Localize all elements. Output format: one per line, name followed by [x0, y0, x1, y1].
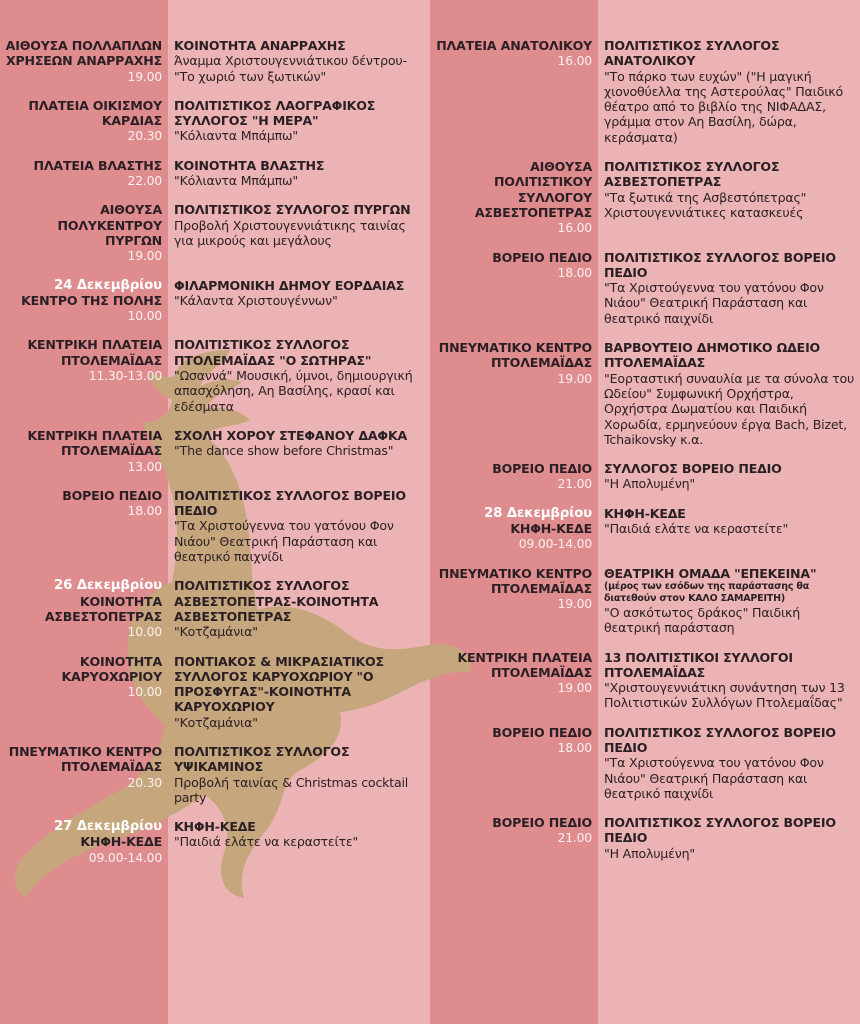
event-entry — [0, 278, 430, 324]
event-time: 21.00 — [557, 830, 592, 846]
event-location: ΒΟΡΕΙΟ ΠΕΔΙΟ — [492, 815, 592, 831]
event-time: 22.00 — [127, 173, 162, 189]
event-description: "Παιδιά ελάτε να κεραστείτε" — [174, 834, 359, 850]
event-entry — [0, 158, 430, 189]
event-time: 10.00 — [127, 684, 162, 700]
event-place-block — [0, 578, 168, 639]
event-time: 19.00 — [557, 680, 592, 696]
event-info-block — [168, 744, 426, 805]
event-entry — [0, 819, 430, 865]
event-organizer: ΠΟΛΙΤΙΣΤΙΚΟΣ ΣΥΛΛΟΓΟΣ ΑΝΑΤΟΛΙΚΟΥ — [604, 38, 780, 69]
event-info-block — [168, 38, 426, 84]
event-organizer: ΠΟΝΤΙΑΚΟΣ & ΜΙΚΡΑΣΙΑΤΙΚΟΣ ΣΥΛΛΟΓΟΣ ΚΑΡΥΟΧΩΡΙΟΥ "Ο ΠΡΟΣΦΥΓΑΣ"-ΚΟΙΝΟΤΗΤΑ ΚΑΡΥΟΧΩΡΙΟΥ — [174, 653, 384, 715]
event-info-block — [598, 566, 856, 636]
event-note: (μέρος των εσόδων της παράστασης θα διατεθούν στον ΚΑΛΟ ΣΑΜΑΡΕΙΤΗ) — [604, 580, 810, 604]
event-time: 19.00 — [557, 596, 592, 612]
event-time: 18.00 — [557, 739, 592, 755]
event-description: "Εορταστική συναυλία με τα σύνολα του Ωδείου" Συμφωνική Ορχήστρα, Ορχήστρα Δωματίου και Παιδική Χορωδία, ερμηνεύουν έργα Bach, Bizet, Tchaikovsky κ.α. — [604, 370, 855, 447]
event-entry — [430, 461, 860, 492]
event-place-block — [430, 506, 598, 552]
event-organizer: ΠΟΛΙΤΙΣΤΙΚΟΣ ΣΥΛΛΟΓΟΣ ΒΟΡΕΙΟ ΠΕΔΙΟ — [604, 815, 836, 846]
event-time: 09.00-14.00 — [518, 536, 592, 552]
event-description: "Ωσαννά" Μουσική, ύμνοι, δημιουργική απασχόληση, Αη Βασίλης, κρασί και εδέσματα — [174, 368, 413, 414]
event-location: ΑΙΘΟΥΣΑ ΠΟΛΥΚΕΝΤΡΟΥ ΠΥΡΓΩΝ — [57, 202, 162, 248]
event-location: ΒΟΡΕΙΟ ΠΕΔΙΟ — [492, 249, 592, 265]
event-info-block — [598, 725, 856, 801]
event-entry — [430, 725, 860, 801]
event-time: 20.30 — [127, 774, 162, 790]
event-organizer: 13 ΠΟΛΙΤΙΣΤΙΚΟΙ ΣΥΛΛΟΓΟΙ ΠΤΟΛΕΜΑΪΔΑΣ — [604, 649, 793, 680]
event-organizer: ΚΗΦΗ-ΚΕΔΕ — [604, 505, 686, 521]
event-organizer: ΠΟΛΙΤΙΣΤΙΚΟΣ ΣΥΛΛΟΓΟΣ ΥΨΙΚΑΜΙΝΟΣ — [174, 743, 350, 775]
event-info-block — [598, 159, 856, 235]
event-time: 18.00 — [557, 264, 592, 280]
event-info-block — [168, 578, 426, 639]
event-description: Προβολή Χριστουγεννιάτικης ταινίας για μικρούς και μεγάλους — [174, 217, 406, 248]
event-info-block — [598, 340, 856, 447]
event-location: ΠΛΑΤΕΙΑ ΑΝΑΤΟΛΙΚΟΥ — [436, 38, 592, 53]
event-entry — [0, 578, 430, 639]
event-location: ΠΛΑΤΕΙΑ ΟΙΚΙΣΜΟΥ ΚΑΡΔΙΑΣ — [28, 97, 162, 129]
event-location: ΠΝΕΥΜΑΤΙΚΟ ΚΕΝΤΡΟ ΠΤΟΛΕΜΑΪΔΑΣ — [438, 565, 592, 596]
event-info-block — [168, 819, 426, 865]
event-time: 09.00-14.00 — [88, 849, 162, 865]
event-organizer: ΚΟΙΝΟΤΗΤΑ ΑΝΑΡΡΑΧΗΣ — [174, 38, 346, 53]
event-entry — [430, 506, 860, 552]
event-place-block — [0, 202, 168, 263]
event-entry — [0, 488, 430, 564]
event-description: "Τα Χριστούγεννα του γατόνου Φον Νιάου" Θεατρική Παράσταση και θεατρικό παιχνίδι — [604, 280, 824, 326]
event-description: "Ο ασκότωτος δράκος" Παιδική θεατρική παράσταση — [604, 604, 801, 636]
event-place-block — [0, 158, 168, 189]
event-place-block — [0, 654, 168, 730]
event-entry — [0, 38, 430, 84]
event-info-block — [168, 428, 426, 474]
event-time: 19.00 — [127, 68, 162, 84]
event-info-block — [598, 815, 856, 861]
event-info-block — [598, 461, 856, 492]
event-info-block — [598, 250, 856, 326]
event-organizer: ΚΟΙΝΟΤΗΤΑ ΒΛΑΣΤΗΣ — [174, 157, 325, 173]
event-time: 11.30-13.00 — [88, 368, 162, 384]
event-description: "Τα Χριστούγεννα του γατόνου Φον Νιάου" Θεατρική Παράσταση και θεατρικό παιχνίδι — [174, 518, 394, 565]
event-time: 16.00 — [557, 220, 592, 236]
event-description: "Κοτζαμάνια" — [174, 624, 258, 640]
event-description: Άναμμα Χριστουγεννιάτικου δέντρου- "Το χωριό των ξωτικών" — [174, 53, 407, 84]
event-place-block — [430, 725, 598, 801]
event-entry — [0, 98, 430, 144]
event-location: ΚΕΝΤΡΟ ΤΗΣ ΠΟΛΗΣ — [21, 292, 162, 308]
event-place-block — [0, 38, 168, 84]
event-location: ΚΕΝΤΡΙΚΗ ΠΛΑΤΕΙΑ ΠΤΟΛΕΜΑΪΔΑΣ — [27, 427, 162, 459]
event-description: "Χριστουγεννιάτικη συνάντηση των 13 Πολιτιστικών Συλλόγων Πτολεμαΐδας" — [604, 680, 845, 711]
event-organizer: ΣΥΛΛΟΓΟΣ ΒΟΡΕΙΟ ΠΕΔΙΟ — [604, 461, 782, 477]
event-date: 27 Δεκεμβρίου — [54, 819, 162, 835]
event-location: ΑΙΘΟΥΣΑ ΠΟΛΛΑΠΛΩΝ ΧΡΗΣΕΩΝ ΑΝΑΡΡΑΧΗΣ — [5, 38, 162, 69]
event-location: ΑΙΘΟΥΣΑ ΠΟΛΙΤΙΣΤΙΚΟΥ ΣΥΛΛΟΓΟΥ ΑΣΒΕΣΤΟΠΕΤΡΑΣ — [474, 159, 592, 220]
event-time: 10.00 — [127, 308, 162, 324]
event-description: "Η Απολυμένη" — [604, 845, 695, 861]
event-info-block — [168, 337, 426, 413]
event-entry — [430, 250, 860, 326]
event-info-block — [168, 488, 426, 564]
event-time: 18.00 — [127, 503, 162, 519]
event-info-block — [168, 654, 426, 730]
event-description: Προβολή ταινίας & Christmas cocktail party — [174, 774, 409, 805]
event-organizer: ΠΟΛΙΤΙΣΤΙΚΟΣ ΣΥΛΛΟΓΟΣ ΠΤΟΛΕΜΑΪΔΑΣ "Ο ΣΩΤΗΡΑΣ" — [174, 337, 372, 368]
event-place-block — [430, 159, 598, 235]
event-time: 13.00 — [127, 458, 162, 474]
event-entry — [0, 744, 430, 805]
event-info-block — [168, 202, 426, 263]
event-date: 26 Δεκεμβρίου — [54, 578, 162, 594]
event-place-block — [430, 38, 598, 145]
event-place-block — [0, 488, 168, 564]
event-place-block — [430, 340, 598, 447]
event-entry — [430, 566, 860, 636]
event-description: "Το πάρκο των ευχών" ("Η μαγική χιονοθύελλα της Αστερούλας" Παιδικό θέατρο από το βιβλίο της ΝΙΦΑΔΑΣ, γράμμα στον Αη Βασίλη, δώρα, κεράσματα) — [604, 68, 843, 145]
event-place-block — [0, 819, 168, 865]
event-place-block — [430, 650, 598, 711]
event-place-block — [0, 278, 168, 324]
event-time: 20.30 — [127, 128, 162, 144]
event-location: ΒΟΡΕΙΟ ΠΕΔΙΟ — [492, 461, 592, 477]
event-organizer: ΠΟΛΙΤΙΣΤΙΚΟΣ ΣΥΛΛΟΓΟΣ ΒΟΡΕΙΟ ΠΕΔΙΟ — [174, 487, 406, 519]
event-place-block — [0, 428, 168, 474]
event-organizer: ΦΙΛΑΡΜΟΝΙΚΗ ΔΗΜΟΥ ΕΟΡΔΑΙΑΣ — [174, 277, 405, 293]
event-description: "Τα ξωτικά της Ασβεστόπετρας" Χριστουγεννιάτικες κατασκευές — [604, 189, 807, 220]
event-location: ΒΟΡΕΙΟ ΠΕΔΙΟ — [62, 487, 162, 503]
event-location: ΚΗΦΗ-ΚΕΔΕ — [80, 834, 162, 850]
event-entry — [430, 650, 860, 711]
event-location: ΒΟΡΕΙΟ ΠΕΔΙΟ — [492, 724, 592, 740]
right-event-column — [430, 38, 860, 875]
left-event-column — [0, 38, 430, 879]
event-organizer: ΠΟΛΙΤΙΣΤΙΚΟΣ ΣΥΛΛΟΓΟΣ ΑΣΒΕΣΤΟΠΕΤΡΑΣ — [604, 159, 780, 190]
event-location: ΚΟΙΝΟΤΗΤΑ ΑΣΒΕΣΤΟΠΕΤΡΑΣ — [44, 593, 162, 624]
event-entry — [0, 428, 430, 474]
event-entry — [430, 340, 860, 447]
event-entry — [0, 654, 430, 730]
event-location: ΚΟΙΝΟΤΗΤΑ ΚΑΡΥΟΧΩΡΙΟΥ — [61, 653, 162, 684]
event-time: 19.00 — [557, 370, 592, 386]
event-time: 10.00 — [127, 624, 162, 640]
event-description: "Κόλιαντα Μπάμπω" — [174, 128, 298, 144]
event-description: "Η Απολυμένη" — [604, 476, 695, 492]
event-organizer: ΘΕΑΤΡΙΚΗ ΟΜΑΔΑ "ΕΠΕΚΕΙΝΑ" — [604, 565, 817, 581]
event-entry — [430, 815, 860, 861]
event-entry — [430, 159, 860, 235]
event-organizer: ΠΟΛΙΤΙΣΤΙΚΟΣ ΣΥΛΛΟΓΟΣ ΑΣΒΕΣΤΟΠΕΤΡΑΣ-ΚΟΙΝΟΤΗΤΑ ΑΣΒΕΣΤΟΠΕΤΡΑΣ — [174, 578, 379, 624]
event-description: "Παιδιά ελάτε να κεραστείτε" — [604, 521, 789, 537]
event-entry — [0, 337, 430, 413]
event-location: ΚΗΦΗ-ΚΕΔΕ — [510, 521, 592, 537]
event-description: "The dance show before Christmas" — [174, 443, 394, 459]
event-date: 28 Δεκεμβρίου — [484, 505, 592, 521]
event-info-block — [598, 38, 856, 145]
event-organizer: ΚΗΦΗ-ΚΕΔΕ — [174, 819, 256, 835]
event-organizer: ΠΟΛΙΤΙΣΤΙΚΟΣ ΛΑΟΓΡΑΦΙΚΟΣ ΣΥΛΛΟΓΟΣ "Η ΜΕΡΑ" — [174, 97, 376, 129]
event-place-block — [0, 744, 168, 805]
event-location: ΚΕΝΤΡΙΚΗ ΠΛΑΤΕΙΑ ΠΤΟΛΕΜΑΪΔΑΣ — [457, 649, 592, 680]
event-date: 24 Δεκεμβρίου — [54, 277, 162, 293]
event-info-block — [598, 650, 856, 711]
event-organizer: ΠΟΛΙΤΙΣΤΙΚΟΣ ΣΥΛΛΟΓΟΣ ΒΟΡΕΙΟ ΠΕΔΙΟ — [604, 724, 836, 755]
event-time: 21.00 — [557, 476, 592, 492]
event-description: "Κόλιαντα Μπάμπω" — [174, 173, 298, 189]
event-time: 19.00 — [127, 248, 162, 264]
event-description: "Κάλαντα Χριστουγέννων" — [174, 292, 338, 308]
event-info-block — [168, 98, 426, 144]
event-place-block — [430, 566, 598, 636]
event-info-block — [168, 158, 426, 189]
event-place-block — [430, 250, 598, 326]
event-location: ΠΛΑΤΕΙΑ ΒΛΑΣΤΗΣ — [33, 157, 162, 173]
event-place-block — [0, 337, 168, 413]
event-entry — [0, 202, 430, 263]
event-place-block — [430, 461, 598, 492]
event-info-block — [598, 506, 856, 552]
event-organizer: ΒΑΡΒΟΥΤΕΙΟ ΔΗΜΟΤΙΚΟ ΩΔΕΙΟ ΠΤΟΛΕΜΑΪΔΑΣ — [604, 340, 821, 371]
event-organizer: ΠΟΛΙΤΙΣΤΙΚΟΣ ΣΥΛΛΟΓΟΣ ΠΥΡΓΩΝ — [174, 202, 411, 218]
event-organizer: ΣΧΟΛΗ ΧΟΡΟΥ ΣΤΕΦΑΝΟΥ ΔΑΦΚΑ — [174, 427, 408, 443]
event-location: ΚΕΝΤΡΙΚΗ ΠΛΑΤΕΙΑ ΠΤΟΛΕΜΑΪΔΑΣ — [27, 337, 162, 368]
event-organizer: ΠΟΛΙΤΙΣΤΙΚΟΣ ΣΥΛΛΟΓΟΣ ΒΟΡΕΙΟ ΠΕΔΙΟ — [604, 249, 836, 280]
event-location: ΠΝΕΥΜΑΤΙΚΟ ΚΕΝΤΡΟ ΠΤΟΛΕΜΑΪΔΑΣ — [438, 340, 592, 371]
event-description: "Κοτζαμάνια" — [174, 714, 258, 730]
event-entry — [430, 38, 860, 145]
event-info-block — [168, 278, 426, 324]
event-description: "Τα Χριστούγεννα του γατόνου Φον Νιάου" Θεατρική Παράσταση και θεατρικό παιχνίδι — [604, 755, 824, 801]
event-place-block — [430, 815, 598, 861]
event-time: 16.00 — [557, 53, 592, 69]
event-place-block — [0, 98, 168, 144]
event-location: ΠΝΕΥΜΑΤΙΚΟ ΚΕΝΤΡΟ ΠΤΟΛΕΜΑΪΔΑΣ — [8, 743, 162, 775]
